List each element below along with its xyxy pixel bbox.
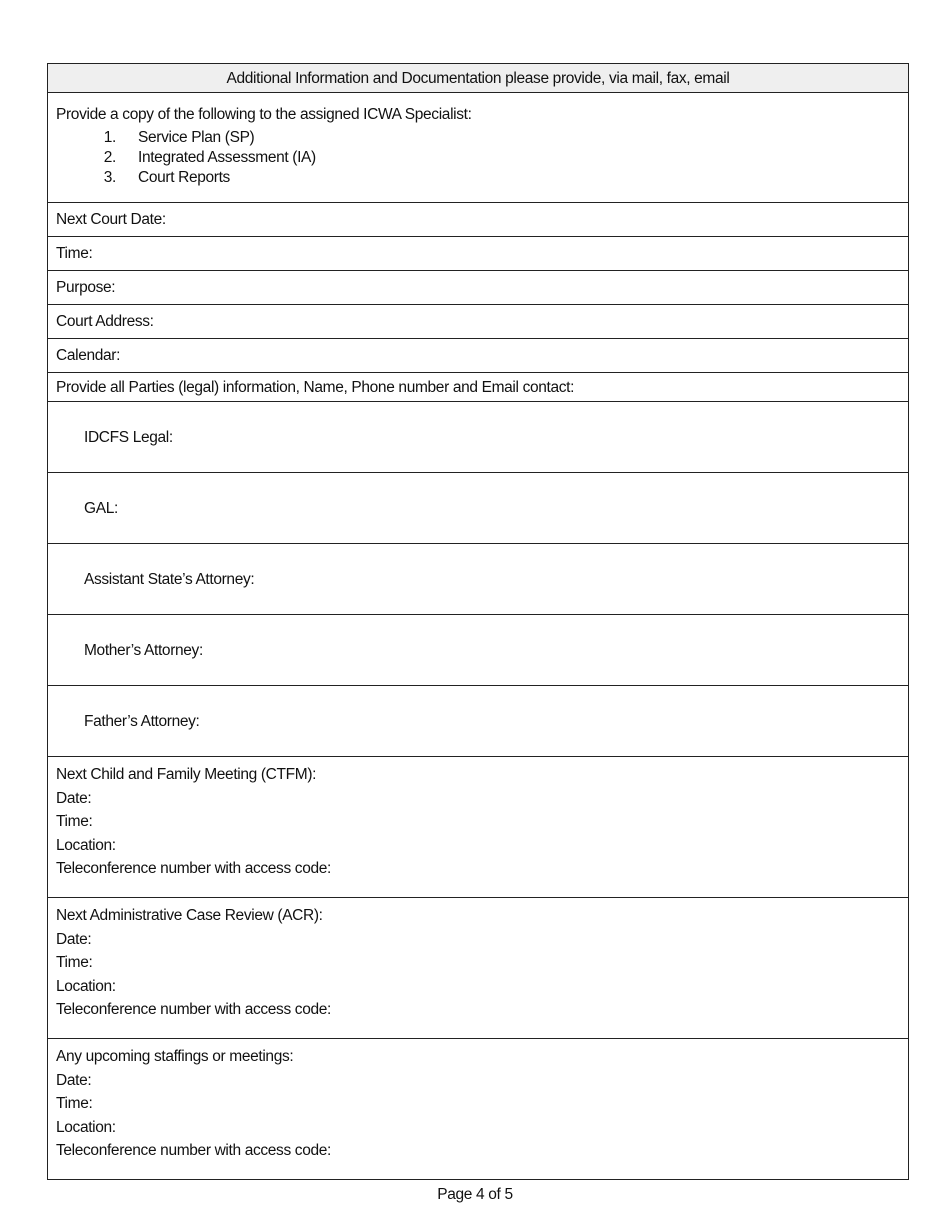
list-item-label: Court Reports: [138, 169, 230, 186]
list-item: [56, 168, 900, 188]
acr-time-field[interactable]: Time:: [56, 954, 93, 971]
list-item-number: 1.: [103, 129, 116, 146]
ctfm-date-field[interactable]: Date:: [56, 789, 92, 807]
ctfm-title: Next Child and Family Meeting (CTFM):: [56, 766, 317, 783]
acr-teleconference-field[interactable]: Teleconference number with access code:: [56, 1001, 331, 1018]
list-item: [56, 148, 900, 168]
documents-request-text: Provide a copy of the following to the assigned ICWA Specialist:: [56, 106, 472, 123]
acr-date-field[interactable]: Date:: [56, 930, 92, 948]
ctfm-time-field[interactable]: Time:: [56, 813, 93, 830]
acr-title: Next Administrative Case Review (ACR):: [56, 907, 323, 924]
acr-location-field[interactable]: Location:: [56, 977, 116, 995]
fathers-attorney-field[interactable]: Father’s Attorney:: [48, 686, 909, 757]
mothers-attorney-field[interactable]: Mother’s Attorney:: [48, 615, 909, 686]
list-item-label: Integrated Assessment (IA): [138, 149, 316, 166]
staffings-date-field[interactable]: Date:: [56, 1071, 92, 1089]
documents-request-cell: [48, 93, 909, 203]
list-item-number: 2.: [103, 149, 116, 166]
ctfm-location-field[interactable]: Location:: [56, 836, 116, 854]
documents-list: [56, 126, 900, 188]
next-court-date-field[interactable]: Next Court Date:: [48, 203, 909, 237]
assistant-states-attorney-field[interactable]: Assistant State’s Attorney:: [48, 544, 909, 615]
documentation-form-table: [47, 63, 909, 1180]
staffings-title: Any upcoming staffings or meetings:: [56, 1048, 294, 1065]
staffings-teleconference-field[interactable]: Teleconference number with access code:: [56, 1142, 331, 1159]
list-item-number: 3.: [103, 169, 116, 186]
gal-field[interactable]: GAL:: [48, 473, 909, 544]
court-purpose-field[interactable]: Purpose:: [48, 271, 909, 305]
list-item: [56, 128, 900, 148]
idcfs-legal-field[interactable]: IDCFS Legal:: [48, 402, 909, 473]
acr-section[interactable]: [48, 898, 909, 1039]
staffings-time-field[interactable]: Time:: [56, 1095, 93, 1112]
list-item-label: Service Plan (SP): [138, 129, 255, 146]
parties-header: Provide all Parties (legal) information, Name, Phone number and Email contact:: [48, 373, 909, 402]
staffings-section[interactable]: [48, 1039, 909, 1180]
ctfm-section[interactable]: [48, 757, 909, 898]
court-address-field[interactable]: Court Address:: [48, 305, 909, 339]
page-number: Page 4 of 5: [437, 1186, 513, 1203]
staffings-location-field[interactable]: Location:: [56, 1118, 116, 1136]
court-calendar-field[interactable]: Calendar:: [48, 339, 909, 373]
ctfm-teleconference-field[interactable]: Teleconference number with access code:: [56, 860, 331, 877]
court-time-field[interactable]: Time:: [48, 237, 909, 271]
form-section-header: Additional Information and Documentation please provide, via mail, fax, email: [48, 64, 909, 93]
